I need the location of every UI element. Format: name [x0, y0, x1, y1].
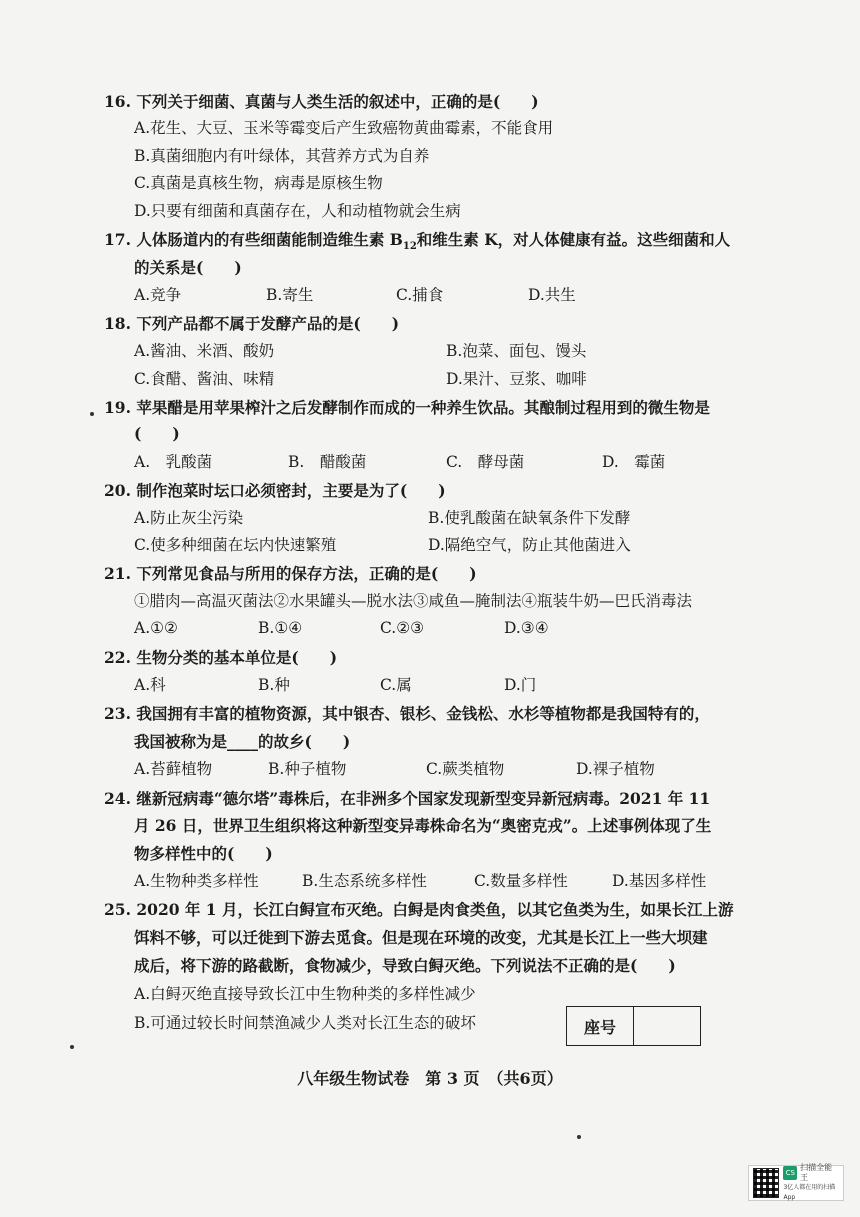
q18-option-c: C.食醋、酱油、味精	[134, 370, 275, 388]
scan-speck	[90, 412, 94, 416]
q20-option-b: B.使乳酸菌在缺氧条件下发酵	[428, 509, 631, 527]
q19-option-c: C. 酵母菌	[446, 453, 525, 471]
q22-option-d: D.门	[504, 676, 537, 694]
q17-option-c: C.捕食	[396, 286, 444, 304]
q22-stem: 22. 生物分类的基本单位是( )	[104, 648, 338, 667]
q16-option-a: A.花生、大豆、玉米等霉变后产生致癌物黄曲霉素，不能食用	[134, 119, 554, 137]
q21-option-c: C.②③	[380, 619, 425, 637]
q25-stem	[104, 896, 734, 923]
camscanner-logo-icon: CS	[783, 1166, 797, 1180]
q25-option-b: B.可通过较长时间禁渔减少人类对长江生态的破坏	[134, 1014, 476, 1032]
q18-stem: 18. 下列产品都不属于发酵产品的是( )	[104, 314, 400, 333]
q17-stem-post: 和维生素 K，对人体健康有益。这些细菌和人	[416, 230, 731, 249]
seat-number-label: 座号	[567, 1007, 634, 1045]
watermark-subtitle: 3亿人都在用的扫描App	[783, 1184, 836, 1201]
q21-option-b: B.①④	[258, 619, 303, 637]
q23-option-b: B.种子植物	[268, 760, 347, 778]
q24-stem-text: 继新冠病毒“德尔塔”毒株后，在非洲多个国家发现新型变异新冠病毒。2021 年 11	[136, 789, 711, 808]
q25-stem-line2: 饵料不够，可以迁徙到下游去觅食。但是现在环境的改变，尤其是长江上一些大坝建	[134, 928, 708, 947]
q18-option-d: D.果汁、豆浆、咖啡	[446, 370, 587, 388]
q19-stem	[104, 394, 710, 421]
q17-option-a: A.竞争	[134, 286, 182, 304]
q25-number: 25.	[104, 900, 131, 919]
q20-option-c: C.使多种细菌在坛内快速繁殖	[134, 536, 337, 554]
q21-option-d: D.③④	[504, 619, 549, 637]
q17-subscript: 12	[402, 241, 417, 253]
q24-option-b: B.生态系统多样性	[302, 872, 427, 890]
q16-option-d: D.只要有细菌和真菌存在，人和动植物就会生病	[134, 202, 461, 220]
q18-option-b: B.泡菜、面包、馒头	[446, 342, 587, 360]
q24-stem	[104, 785, 710, 812]
q24-option-d: D.基因多样性	[612, 872, 707, 890]
q25-stem-line3: 成后，将下游的路截断，食物减少，导致白鲟灭绝。下列说法不正确的是( )	[134, 956, 676, 975]
q21-option-a: A.①②	[134, 619, 178, 637]
q17-option-b: B.寄生	[266, 286, 314, 304]
q17-number: 17.	[104, 230, 131, 249]
q22-option-b: B.种	[258, 676, 290, 694]
scan-speck	[577, 1135, 581, 1139]
q23-option-c: C.蕨类植物	[426, 760, 505, 778]
watermark-title: 扫描全能王	[800, 1163, 833, 1182]
q23-stem	[104, 700, 710, 727]
q16-option-c: C.真菌是真核生物，病毒是原核生物	[134, 174, 383, 192]
q22-option-a: A.科	[134, 676, 166, 694]
q22-option-c: C.属	[380, 676, 412, 694]
scan-speck	[70, 1045, 74, 1049]
page-footer: 八年级生物试卷 第 3 页 （共6页）	[297, 1069, 563, 1088]
qr-code-icon	[753, 1168, 779, 1198]
q17-stem-line2: 的关系是( )	[134, 258, 242, 277]
q23-stem-line2: 我国被称为是____的故乡( )	[134, 732, 351, 751]
q24-stem-line3: 物多样性中的( )	[134, 844, 273, 863]
q16-option-b: B.真菌细胞内有叶绿体，其营养方式为自养	[134, 147, 430, 165]
q24-number: 24.	[104, 789, 131, 808]
q19-option-b: B. 醋酸菌	[288, 453, 367, 471]
q23-option-a: A.苔藓植物	[134, 760, 213, 778]
q17-stem-pre: 人体肠道内的有些细菌能制造维生素 B	[136, 230, 403, 249]
q19-number: 19.	[104, 398, 131, 417]
q19-option-a: A. 乳酸菌	[134, 453, 213, 471]
q25-stem-text: 2020 年 1 月，长江白鲟宣布灭绝。白鲟是肉食类鱼，以其它鱼类为生，如果长江上游	[136, 900, 734, 919]
q21-items: ①腊肉—高温灭菌法②水果罐头—脱水法③咸鱼—腌制法④瓶装牛奶—巴氏消毒法	[134, 592, 693, 610]
q23-number: 23.	[104, 704, 131, 723]
q20-option-a: A.防止灰尘污染	[134, 509, 244, 527]
q24-stem-line2: 月 26 日，世界卫生组织将这种新型变异毒株命名为“奥密克戎”。上述事例体现了生	[134, 816, 712, 835]
q23-option-d: D.裸子植物	[576, 760, 655, 778]
q24-option-c: C.数量多样性	[474, 872, 568, 890]
seat-number-box	[566, 1006, 701, 1046]
q23-stem-text: 我国拥有丰富的植物资源，其中银杏、银杉、金钱松、水杉等植物都是我国特有的，	[136, 704, 710, 723]
q19-option-d: D. 霉菌	[602, 453, 666, 471]
q20-stem: 20. 制作泡菜时坛口必须密封，主要是为了( )	[104, 481, 446, 500]
q19-stem-text: 苹果醋是用苹果榨汁之后发酵制作而成的一种养生饮品。其酿制过程用到的微生物是	[136, 398, 710, 417]
q24-option-a: A.生物种类多样性	[134, 872, 259, 890]
seat-number-blank	[634, 1007, 700, 1045]
q25-option-a: A.白鲟灭绝直接导致长江中生物种类的多样性减少	[134, 985, 476, 1003]
q18-option-a: A.酱油、米酒、酸奶	[134, 342, 275, 360]
q20-option-d: D.隔绝空气，防止其他菌进入	[428, 536, 631, 554]
q19-stem-line2: ( )	[134, 424, 180, 443]
q16-stem: 16. 下列关于细菌、真菌与人类生活的叙述中，正确的是( )	[104, 92, 539, 111]
q21-stem: 21. 下列常见食品与所用的保存方法，正确的是( )	[104, 564, 477, 583]
scanner-watermark	[748, 1165, 844, 1201]
q17-option-d: D.共生	[528, 286, 576, 304]
